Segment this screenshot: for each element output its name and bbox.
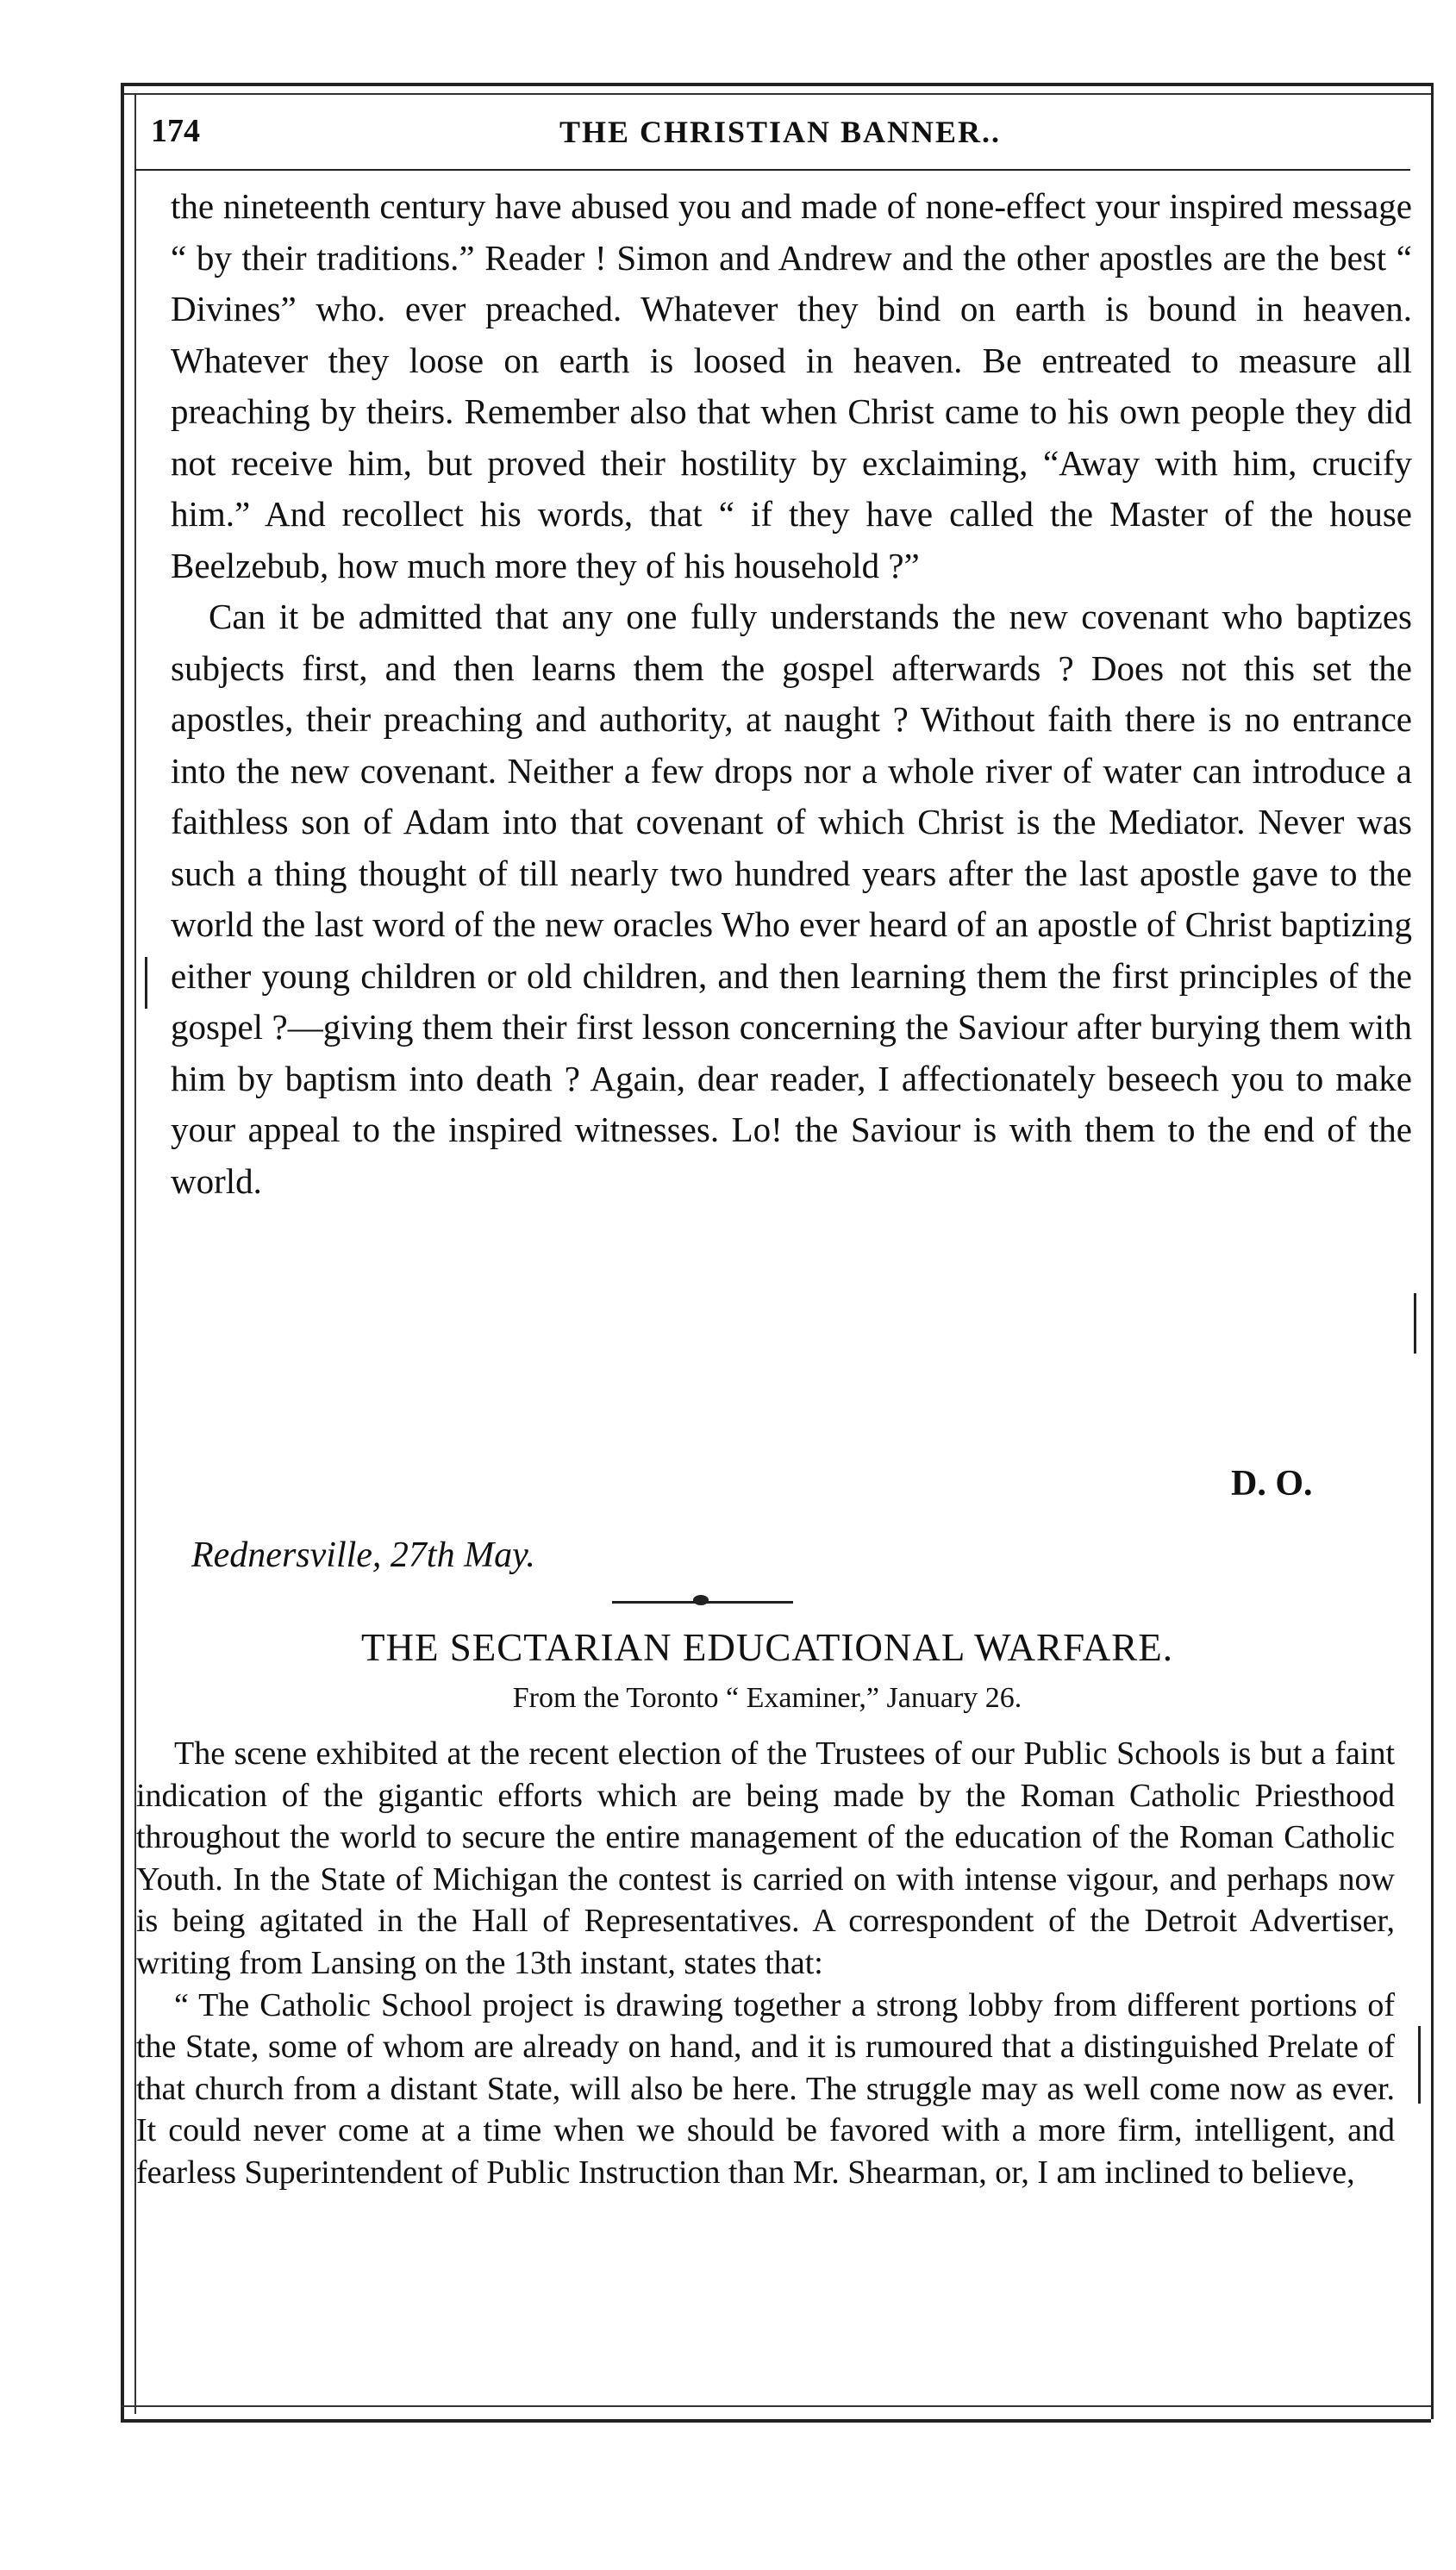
page-header (151, 112, 1409, 164)
margin-mark (1418, 2026, 1421, 2104)
article-paragraph: The scene exhibited at the recent election of the Trustees of our Public Schools is but a faint indication of the gigantic efforts which are being made by the Roman Catholic Priesthood throughout the world to secure the entire management of the education of the Roman Catholic Youth. In the State of Michigan the contest is carried on with intense vigour, and perhaps now is being agitated in the Hall of Representatives. A correspondent of the Detroit Advertiser, writing from Lansing on the 13th instant, states that: (136, 1735, 1395, 1981)
frame-rule-top (121, 83, 1431, 86)
frame-rule-bottom-inner (121, 2405, 1431, 2407)
divider-ornament (693, 1595, 709, 1605)
frame-rule-bottom (121, 2419, 1431, 2423)
margin-mark (145, 957, 147, 1009)
article-source: From the Toronto “ Examiner,” January 26. (512, 1682, 1022, 1714)
frame-rule-left (121, 83, 124, 2419)
first-article-body (171, 181, 1412, 1207)
dateline: Rednersville, 27th May. (191, 1535, 535, 1575)
second-article-body (136, 1733, 1395, 2194)
margin-mark (1414, 1293, 1416, 1354)
quoted-paragraph: “ The Catholic School project is drawing together a strong lobby from different portions of the State, some of whom are already on hand, and it is rumoured that a distinguished Prelate of that church from a distant State, will also be here. The struggle may as well come now as ever. It could never come at a time when we should be favored with a more firm, intelligent, and fearless Superintendent of Public Instruction than Mr. Shearman, or, I am inclined to believe, (136, 1986, 1395, 2191)
page-number: 174 (151, 113, 200, 149)
frame-rule-right (1431, 83, 1434, 2419)
article-paragraph: the nineteenth century have abused you and made of none-effect your inspired message “ by their traditions.” Reader ! Simon and Andrew and the other apostles are the best “ Divines” who. ever preached. Whatever they bind on earth is bound in heaven. Whatever they loose on earth is loosed in heaven. Be entreated to measure all preaching by theirs. Remember also that when Christ came to his own people they did not receive him, but proved their hostility by exclaiming, “Away with him, crucify him.” And recollect his words, that “ if they have called the Master of the house Beelzebub, how much more they of his household ?” (171, 186, 1412, 585)
author-signature: D. O. (1231, 1464, 1313, 1504)
running-title: THE CHRISTIAN BANNER.. (559, 115, 1002, 149)
frame-rule-top-inner (121, 93, 1431, 95)
article-paragraph: Can it be admitted that any one fully understands the new covenant who baptizes subjects first, and then learns them the gospel afterwards ? Does not this set the apostles, their preaching and authority, at naught ? Without faith there is no entrance into the new covenant. Neither a few drops nor a whole river of water can introduce a faithless son of Adam into that covenant of which Christ is the Mediator. Never was such a thing thought of till nearly two hundred years after the last apostle gave to the world the last word of the new oracles Who ever heard of an apostle of Christ baptizing either young children or old children, and then learning them the first principles of the gospel ?—giving them their first lesson concerning the Saviour after burying them with him by baptism into death ? Again, dear reader, I affectionately beseech you to make your appeal to the inspired witnesses. Lo! the Saviour is with them to the end of the world. (171, 597, 1412, 1201)
header-rule (134, 169, 1410, 171)
article-headline: THE SECTARIAN EDUCATIONAL WARFARE. (360, 1626, 1174, 1669)
